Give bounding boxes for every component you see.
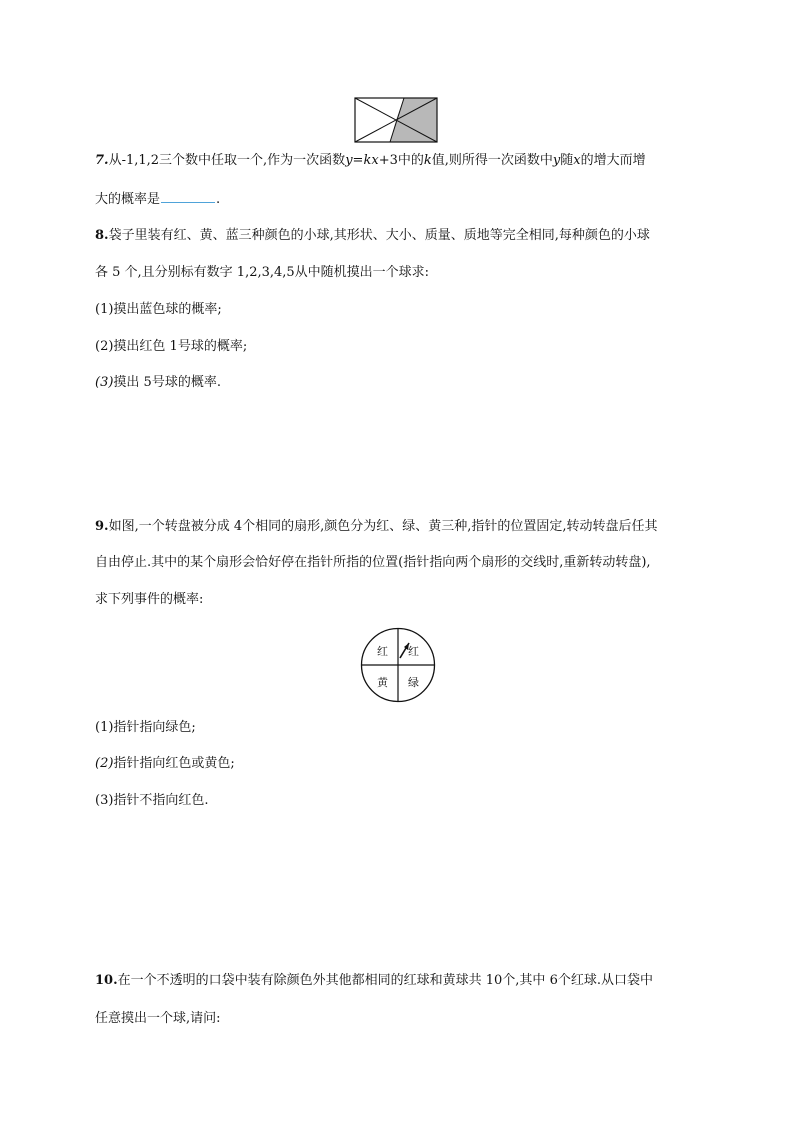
sector-label-bottom-right: 绿 bbox=[408, 676, 419, 689]
q10-line-1: 10.在一个不透明的口袋中装有除颜色外其他都相同的红球和黄球共 10个,其中 6个红球.从口袋中 bbox=[95, 973, 653, 988]
q7-number: 7. bbox=[95, 153, 109, 168]
q9-sub-3: (3)指针不指向红色. bbox=[95, 793, 209, 808]
q8-number: 8. bbox=[95, 228, 109, 243]
q9-line-3: 求下列事件的概率: bbox=[95, 592, 204, 607]
q9-sub-1: (1)指针指向绿色; bbox=[95, 720, 196, 735]
q7-line-2: 大的概率是 . bbox=[95, 192, 221, 207]
q10-line-2: 任意摸出一个球,请问: bbox=[95, 1011, 221, 1026]
q9-sub-2: (2)指针指向红色或黄色; bbox=[95, 756, 235, 771]
q8-line-2: 各 5 个,且分别标有数字 1,2,3,4,5从中随机摸出一个球求: bbox=[95, 265, 430, 280]
q7-line-1: 7.从-1,1,2三个数中任取一个,作为一次函数y=kx+3中的k值,则所得一次函数中y随x的增大而增 bbox=[95, 153, 646, 168]
sector-label-top-left: 红 bbox=[377, 645, 388, 658]
answer-blank[interactable] bbox=[161, 190, 215, 203]
q9-number: 9. bbox=[95, 519, 109, 534]
q9-line-1: 9.如图,一个转盘被分成 4个相同的扇形,颜色分为红、绿、黄三种,指针的位置固定,转动转盘后任其 bbox=[95, 519, 658, 534]
q10-number: 10. bbox=[95, 973, 118, 988]
q8-sub-3: (3)摸出 5号球的概率. bbox=[95, 375, 221, 390]
sector-label-top-right: 红 bbox=[408, 645, 419, 658]
q8-line-1: 8.袋子里装有红、黄、蓝三种颜色的小球,其形状、大小、质量、质地等完全相同,每种颜色的小球 bbox=[95, 228, 650, 243]
q8-sub-1: (1)摸出蓝色球的概率; bbox=[95, 302, 222, 317]
sector-label-bottom-left: 黄 bbox=[377, 676, 388, 689]
q8-sub-2: (2)摸出红色 1号球的概率; bbox=[95, 339, 248, 354]
rectangle-figure bbox=[354, 97, 438, 143]
spinner-figure bbox=[360, 627, 436, 703]
q9-line-2: 自由停止.其中的某个扇形会恰好停在指针所指的位置(指针指向两个扇形的交线时,重新转动转盘), bbox=[95, 555, 651, 570]
